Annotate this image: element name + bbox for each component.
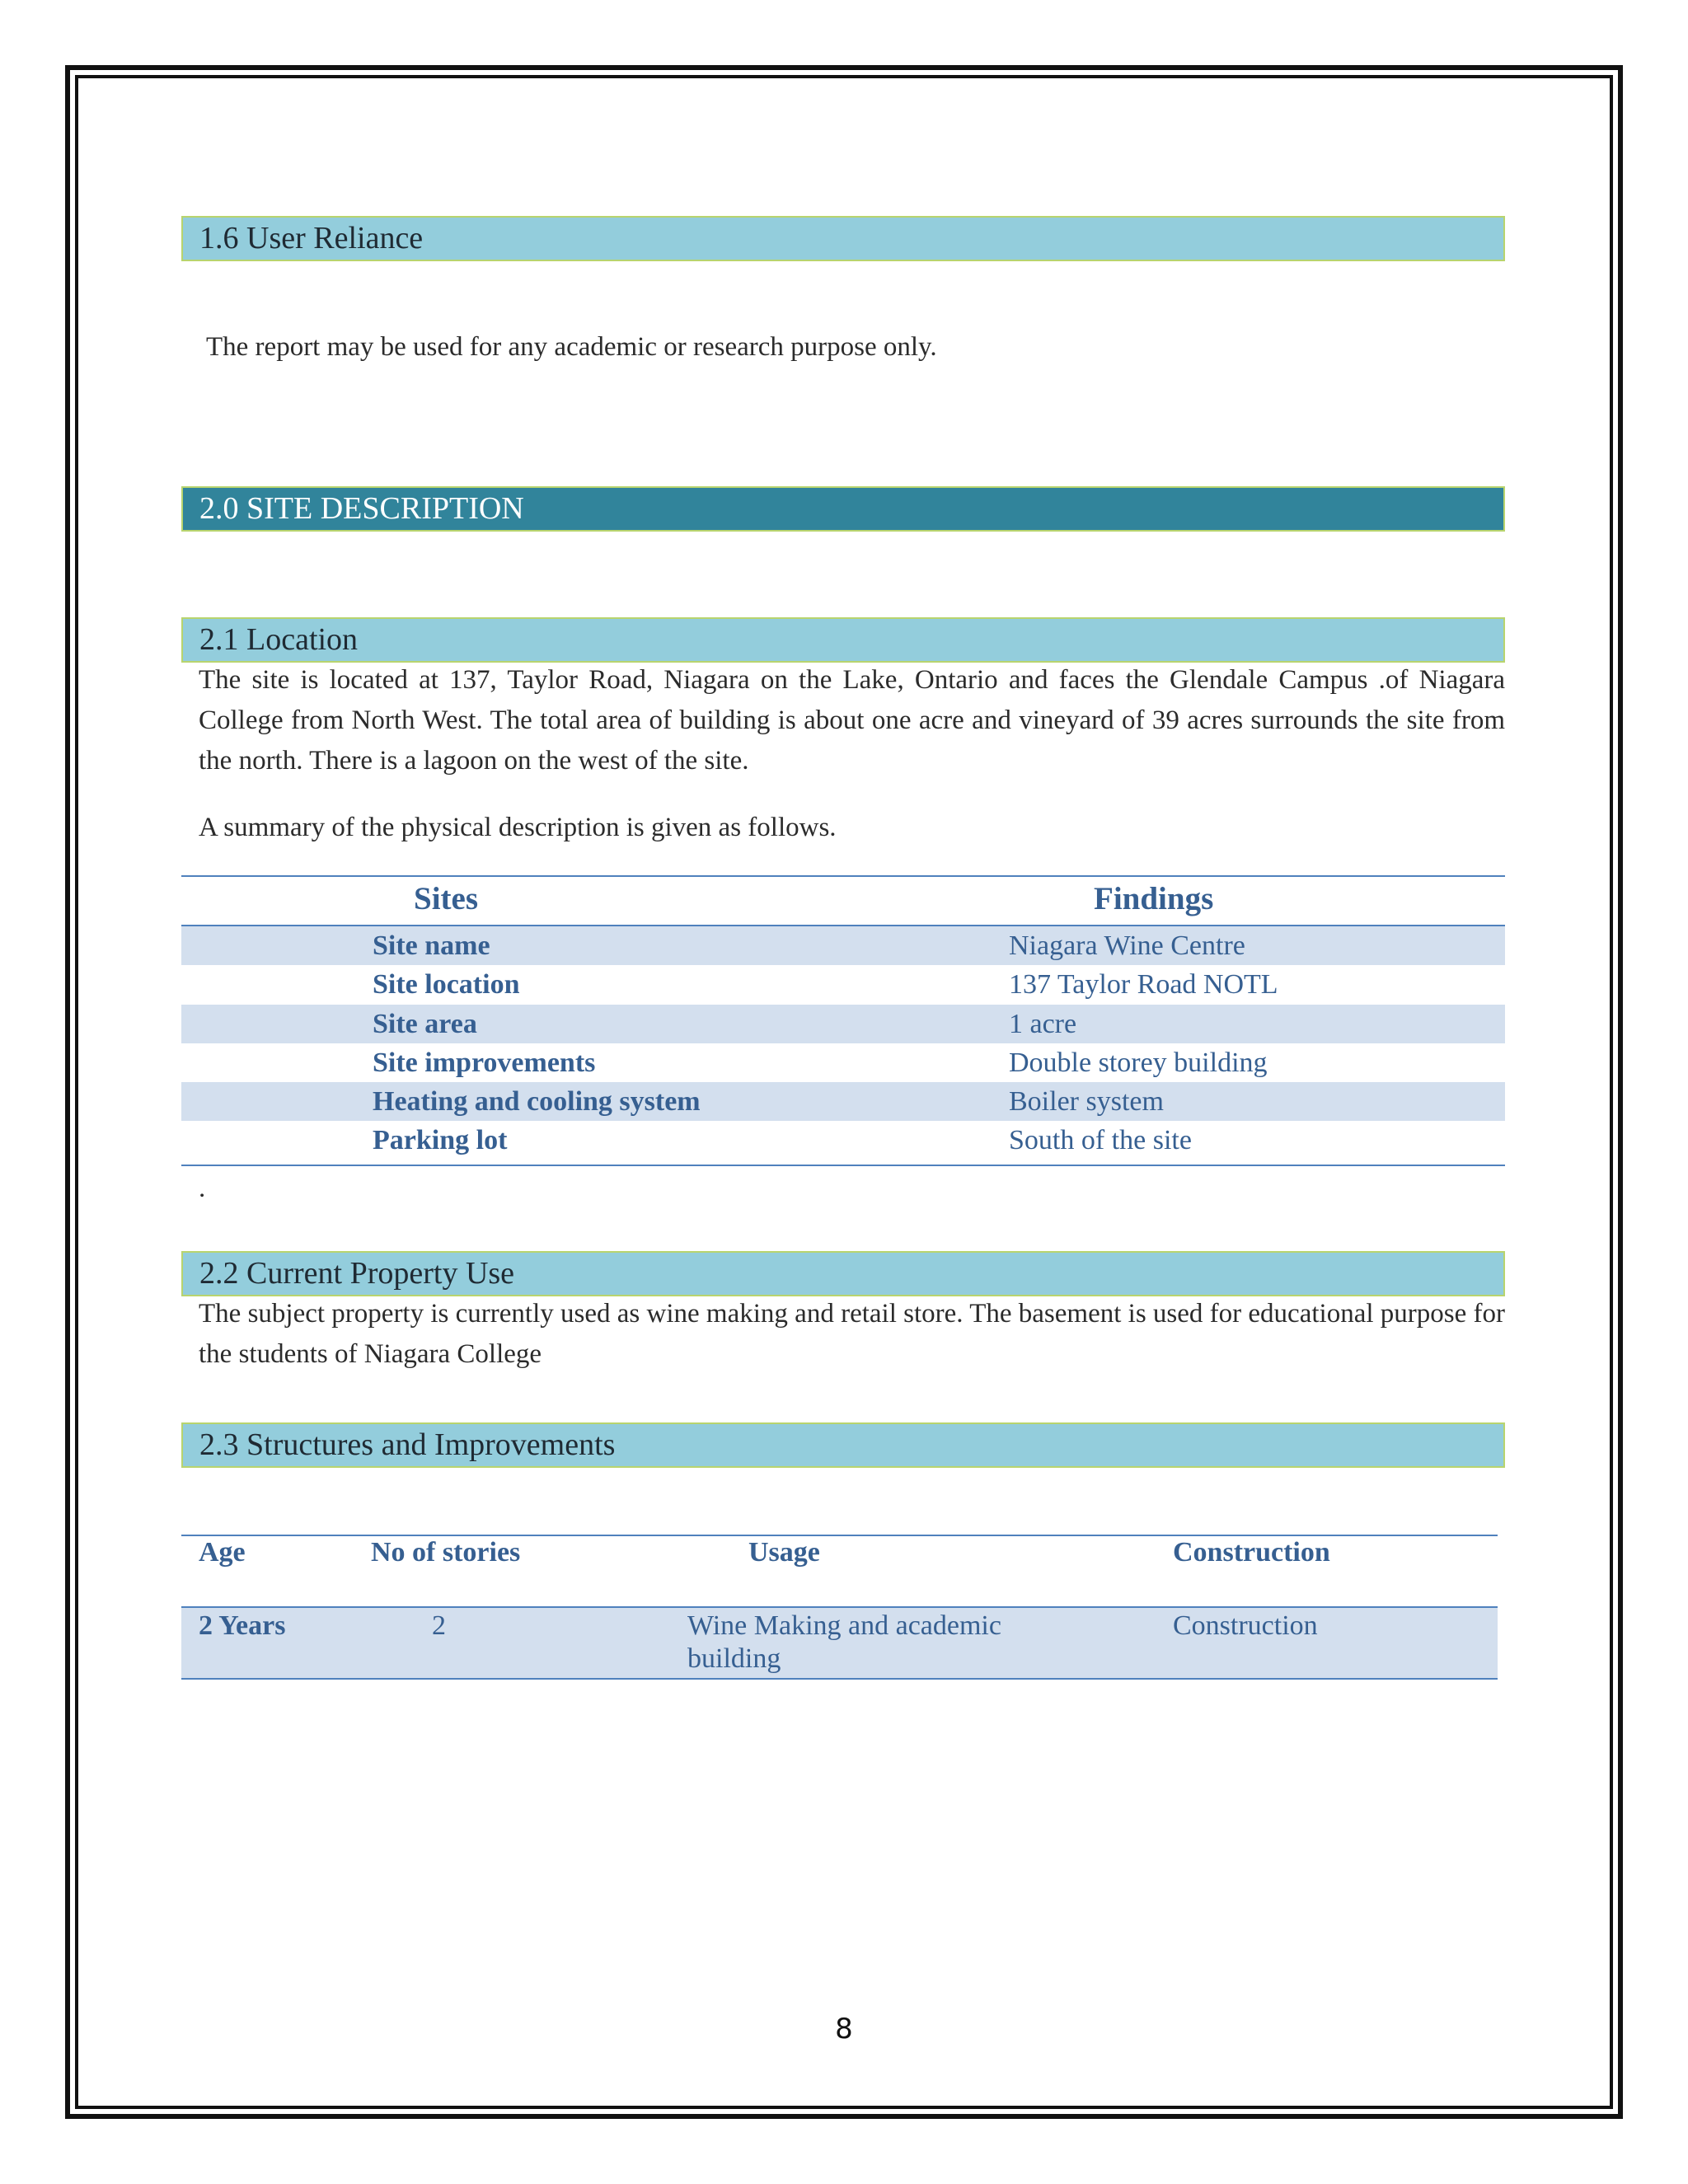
table-top-rule (181, 875, 1505, 877)
table-cell-age: 2 Years (199, 1610, 286, 1641)
table-cell-site: Site location (373, 969, 520, 1000)
table-cell-finding: 1 acre (1009, 1009, 1077, 1039)
table-cell-usage: Wine Making and academic building (687, 1610, 1001, 1674)
section-heading-user-reliance: 1.6 User Reliance (181, 216, 1505, 261)
trailing-period: . (199, 1174, 206, 1203)
current-use-text: The subject property is currently used as wine making and retail store. The basement is used for educational purpose for the students of Niagara College (199, 1299, 1505, 1369)
col-header-age: Age (199, 1537, 246, 1568)
table-cell-site: Site name (373, 930, 490, 961)
section-heading-site-description: 2.0 SITE DESCRIPTION (181, 486, 1505, 532)
table-cell-site: Site area (373, 1009, 477, 1039)
table-cell-finding: Niagara Wine Centre (1009, 930, 1245, 961)
col-header-sites: Sites (414, 881, 478, 916)
table-cell-finding: Boiler system (1009, 1086, 1164, 1117)
section-heading-current-property-use: 2.2 Current Property Use (181, 1251, 1505, 1296)
page-number: 8 (835, 2013, 853, 2046)
col-header-construction: Construction (1173, 1537, 1330, 1568)
table-cell-finding: Double storey building (1009, 1047, 1268, 1078)
table-cell-finding: South of the site (1009, 1125, 1192, 1155)
col-header-usage: Usage (748, 1537, 820, 1568)
table-cell-site: Parking lot (373, 1125, 508, 1155)
table-cell-site: Site improvements (373, 1047, 596, 1078)
section-heading-structures: 2.3 Structures and Improvements (181, 1422, 1505, 1468)
summary-text: A summary of the physical description is given as follows. (199, 813, 837, 842)
section-heading-location: 2.1 Location (181, 617, 1505, 663)
table-cell-site: Heating and cooling system (373, 1086, 701, 1117)
col-header-stories: No of stories (371, 1537, 521, 1568)
table-bottom-rule (181, 1165, 1505, 1166)
user-reliance-text: The report may be used for any academic or research purpose only. (206, 332, 937, 362)
col-header-findings: Findings (1094, 881, 1214, 916)
table-bottom-rule (181, 1678, 1498, 1680)
table-cell-stories: 2 (432, 1610, 446, 1641)
location-text: The site is located at 137, Taylor Road, Niagara on the Lake, Ontario and faces the Glendale Campus .of Niagara College from North West. The total area of building is about one acre and vineyard of 39 acres surrounds the site from the north. There is a lagoon on the west of the site. (199, 665, 1505, 776)
table-cell-construction: Construction (1173, 1610, 1318, 1641)
table-cell-finding: 137 Taylor Road NOTL (1009, 969, 1278, 1000)
